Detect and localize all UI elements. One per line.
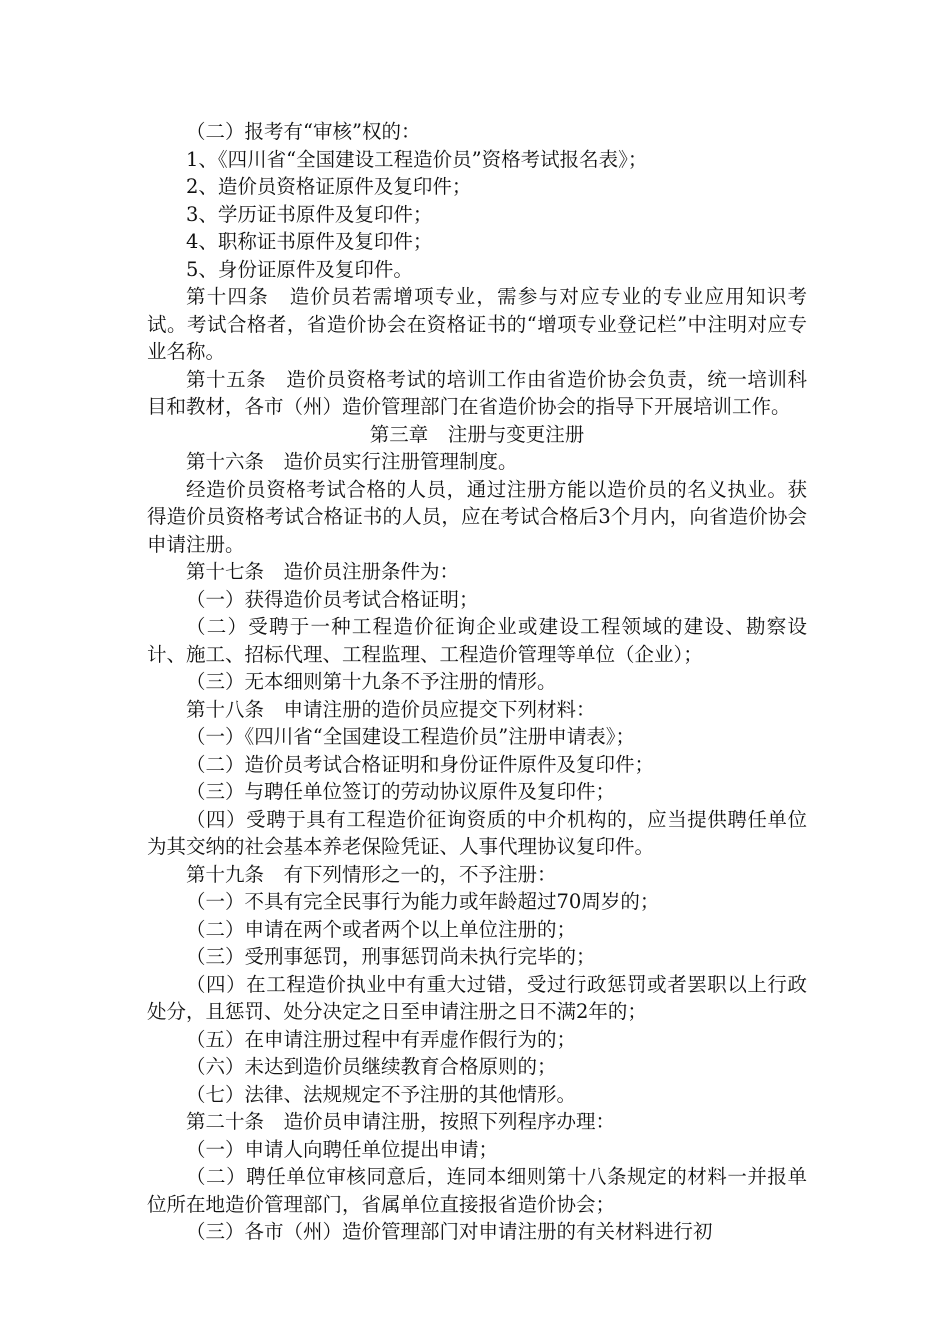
paragraph: （五）在申请注册过程中有弄虚作假行为的；	[186, 1027, 577, 1051]
paragraph: （六）未达到造价员继续教育合格原则的；	[186, 1055, 557, 1078]
chapter-heading: 第三章 注册与变更注册	[369, 422, 585, 446]
document-page	[147, 118, 807, 1246]
paragraph: 1、《四川省“全国建设工程造价员”资格考试报名表》；	[186, 147, 648, 171]
article-15: 第十五条 造价员资格考试的培训工作由省造价协会负责，统一培训科目和教材，各市（州）造价管理部门在省造价协会的指导下开展培训工作。	[147, 367, 807, 418]
paragraph: （二）造价员考试合格证明和身份证件原件及复印件；	[186, 752, 655, 776]
paragraph: （一）《四川省“全国建设工程造价员”注册申请表》；	[186, 725, 635, 748]
paragraph: （三）与聘任单位签订的劳动协议原件及复印件；	[186, 780, 616, 803]
paragraph: （一）申请人向聘任单位提出申请；	[186, 1137, 499, 1161]
paragraph: （二）聘任单位审核同意后，连同本细则第十八条规定的材料一并报单位所在地造价管理部门，省属单位直接报省造价协会；	[147, 1165, 807, 1216]
article-19: 第十九条 有下列情形之一的，不予注册：	[186, 862, 557, 886]
paragraph: （三）各市（州）造价管理部门对申请注册的有关材料进行初	[186, 1220, 713, 1243]
paragraph: 经造价员资格考试合格的人员，通过注册方能以造价员的名义执业。获得造价员资格考试合格证书的人员，应在考试合格后3个月内，向省造价协会申请注册。	[147, 477, 807, 556]
paragraph: 5、身份证原件及复印件。	[186, 257, 413, 281]
article-14: 第十四条 造价员若需增项专业，需参与对应专业的专业应用知识考试。考试合格者，省造价协会在资格证书的“增项专业登记栏”中注明对应专业名称。	[147, 285, 807, 363]
article-16: 第十六条 造价员实行注册管理制度。	[186, 450, 518, 473]
paragraph: （三）受刑事惩罚，刑事惩罚尚未执行完毕的；	[186, 945, 596, 968]
paragraph: 2、造价员资格证原件及复印件；	[186, 175, 472, 198]
paragraph: 4、职称证书原件及复印件；	[186, 230, 433, 253]
paragraph: （三）无本细则第十九条不予注册的情形。	[186, 670, 557, 693]
paragraph: （七）法律、法规规定不予注册的其他情形。	[186, 1082, 577, 1106]
paragraph: （四）受聘于具有工程造价征询资质的中介机构的，应当提供聘任单位为其交纳的社会基本养老保险凭证、人事代理协议复印件。	[147, 807, 807, 858]
article-20: 第二十条 造价员申请注册，按照下列程序办理：	[186, 1110, 616, 1133]
paragraph: （二）受聘于一种工程造价征询企业或建设工程领域的建设、勘察设计、施工、招标代理、工程监理、工程造价管理等单位（企业）；	[147, 615, 807, 666]
paragraph: （一）不具有完全民事行为能力或年龄超过70周岁的；	[186, 890, 660, 913]
article-17: 第十七条 造价员注册条件为：	[186, 560, 460, 583]
paragraph: （一）获得造价员考试合格证明；	[186, 587, 479, 611]
paragraph: （四）在工程造价执业中有重大过错，受过行政惩罚或者罢职以上行政处分，且惩罚、处分决定之日至申请注册之日不满2年的；	[147, 972, 807, 1023]
paragraph: （二）申请在两个或者两个以上单位注册的；	[186, 917, 577, 941]
article-18: 第十八条 申请注册的造价员应提交下列材料：	[186, 697, 596, 721]
paragraph: 3、学历证书原件及复印件；	[186, 202, 433, 226]
paragraph: （二）报考有“审核”权的：	[186, 120, 421, 143]
